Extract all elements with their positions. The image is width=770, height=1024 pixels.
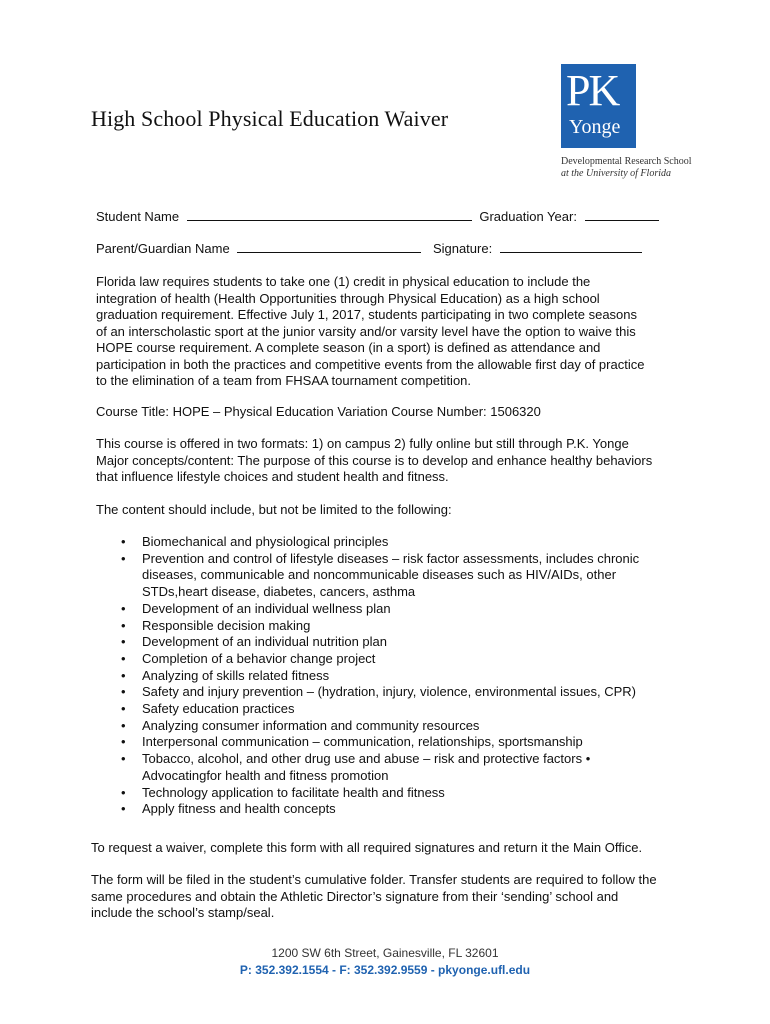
text-line: Major concepts/content: The purpose of this course is to develop and enhance healthy behaviors — [96, 452, 653, 468]
content-bullet-item — [121, 751, 662, 784]
content-bullet-item — [121, 634, 662, 651]
bullet-line: Safety and injury prevention – (hydration, injury, violence, environmental issues, CPR) — [142, 684, 636, 700]
logo-mark-top: PK — [566, 66, 619, 115]
bullet-line: Technology application to facilitate health and fitness — [142, 784, 445, 800]
text-line: to the elimination of a team from FHSAA tournament competition. — [96, 373, 472, 388]
bullet-line: Development of an individual wellness plan — [142, 600, 391, 616]
bullet-line: Analyzing of skills related fitness — [142, 667, 330, 683]
content-bullet-item — [121, 651, 662, 668]
bullet-icon: • — [121, 667, 126, 683]
logo-mark-bottom: Yonge — [569, 116, 621, 138]
bullet-line: Interpersonal communication – communication, relationships, sportsmanship — [142, 734, 583, 750]
bullet-line: Development of an individual nutrition plan — [142, 634, 387, 650]
bullet-icon: • — [121, 784, 126, 800]
parent-name-field[interactable] — [237, 242, 421, 253]
parent-name-label: Parent/Guardian Name — [96, 241, 230, 256]
bullet-line: Safety education practices — [142, 701, 295, 717]
law-paragraph — [96, 274, 644, 390]
signature-field[interactable] — [500, 242, 642, 253]
content-bullet-item — [121, 668, 662, 685]
bullet-line: Tobacco, alcohol, and other drug use and abuse – risk and protective factors • — [142, 751, 591, 767]
filing-paragraph — [91, 872, 657, 922]
text-line: HOPE course requirement. A complete season (in a sport) is defined as attendance and — [96, 340, 601, 355]
bullet-icon: • — [121, 734, 126, 750]
text-line: of an interscholastic sport at the junior varsity and/or varsity level have the option to waive this — [96, 323, 636, 339]
guardian-info-row — [96, 241, 646, 256]
request-instructions: To request a waiver, complete this form with all required signatures and return it the Main Office. — [91, 840, 643, 855]
text-line: Florida law requires students to take one (1) credit in physical education to include the — [96, 274, 591, 289]
content-bullet-item — [121, 801, 662, 818]
content-bullet-item — [121, 718, 662, 735]
bullet-line: Prevention and control of lifestyle diseases – risk factor assessments, includes chronic — [142, 550, 640, 566]
bullet-line: STDs,heart disease, diabetes, cancers, asthma — [142, 584, 416, 600]
content-bullet-item — [121, 534, 662, 551]
graduation-year-field[interactable] — [585, 210, 659, 221]
bullet-icon: • — [121, 650, 126, 666]
content-bullet-item — [121, 551, 662, 601]
footer-address: 1200 SW 6th Street, Gainesville, FL 32601 — [271, 946, 499, 960]
content-bullet-item — [121, 785, 662, 802]
bullet-icon: • — [121, 751, 126, 767]
student-name-label: Student Name — [96, 209, 180, 224]
content-bullet-item — [121, 601, 662, 618]
bullet-line: Apply fitness and health concepts — [142, 801, 336, 817]
logo-line-2: at the University of Florida — [561, 168, 671, 179]
logo-line-1: Developmental Research School — [561, 156, 692, 167]
content-bullet-item — [121, 618, 662, 635]
content-bullet-item — [121, 684, 662, 701]
text-line: integration of health (Health Opportunities through Physical Education) as a high school — [96, 290, 600, 306]
bullet-icon: • — [121, 634, 126, 650]
formats-paragraph — [96, 436, 652, 486]
student-name-field[interactable] — [187, 210, 472, 221]
bullet-line: Biomechanical and physiological principles — [142, 534, 389, 549]
course-title: Course Title: HOPE – Physical Education Variation Course Number: 1506320 — [96, 404, 541, 419]
text-line: include the school’s stamp/seal. — [91, 905, 275, 920]
text-line: that influence lifestyle choices and student health and fitness. — [96, 469, 449, 484]
text-line: same procedures and obtain the Athletic Director’s signature from their ‘sending’ school and — [91, 888, 619, 904]
content-bullet-item — [121, 701, 662, 718]
bullet-line: Responsible decision making — [142, 617, 311, 633]
bullet-line: Completion of a behavior change project — [142, 650, 376, 666]
bullet-icon: • — [121, 550, 126, 566]
page-title: High School Physical Education Waiver — [91, 106, 449, 131]
graduation-year-label: Graduation Year: — [479, 209, 577, 224]
text-line: This course is offered in two formats: 1) on campus 2) fully online but still through P.K. Yonge — [96, 436, 629, 451]
bullet-icon: • — [121, 717, 126, 733]
content-intro: The content should include, but not be limited to the following: — [96, 502, 452, 517]
bullet-icon: • — [121, 617, 126, 633]
text-line: participation in both the practices and competitive events from the allowable first day of practice — [96, 356, 645, 372]
bullet-icon: • — [121, 801, 126, 817]
pk-yonge-logo — [561, 64, 711, 180]
bullet-icon: • — [121, 684, 126, 700]
signature-label: Signature: — [432, 241, 493, 256]
content-bullet-list — [121, 534, 662, 818]
bullet-line: Advocatingfor health and fitness promotion — [142, 767, 389, 783]
footer-contact: P: 352.392.1554 - F: 352.392.9559 - pkyonge.ufl.edu — [239, 963, 531, 977]
bullet-icon: • — [121, 600, 126, 616]
logo-mark — [561, 64, 636, 148]
content-bullet-item — [121, 734, 662, 751]
bullet-line: diseases, communicable and noncommunicable diseases such as HIV/AIDs, other — [142, 567, 617, 583]
text-line: The form will be filed in the student’s cumulative folder. Transfer students are required to follow the — [91, 872, 657, 887]
bullet-icon: • — [121, 534, 126, 549]
student-info-row — [96, 209, 663, 224]
bullet-icon: • — [121, 701, 126, 717]
bullet-line: Analyzing consumer information and community resources — [142, 717, 480, 733]
logo-subtitle — [561, 156, 711, 180]
text-line: graduation requirement. Effective July 1, 2017, students participating in two complete seasons — [96, 307, 638, 322]
